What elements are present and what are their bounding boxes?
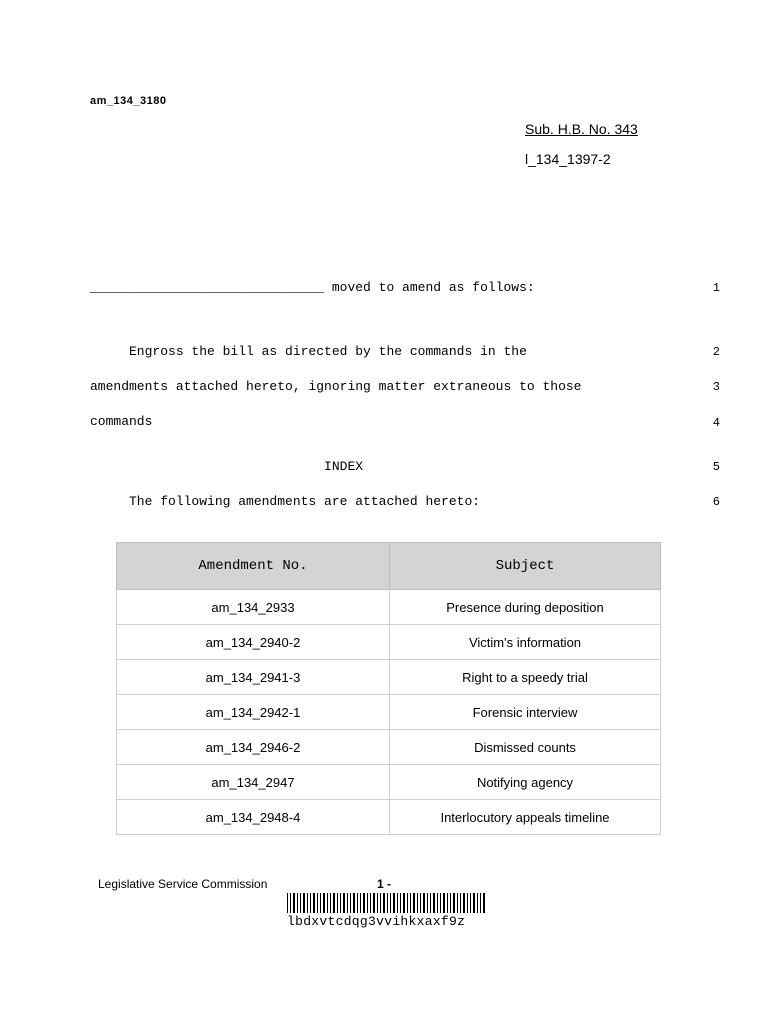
amendment-number: am_134_2940-2 (117, 625, 390, 660)
table-row (117, 590, 661, 625)
footer-commission: Legislative Service Commission (98, 877, 268, 891)
body-line-6: The following amendments are attached hereto: (90, 494, 481, 509)
amendment-subject: Forensic interview (390, 695, 661, 730)
barcode-icon (287, 893, 485, 913)
line-number-3: 3 (712, 380, 720, 394)
document-id: am_134_3180 (90, 95, 167, 107)
amendment-subject: Dismissed counts (390, 730, 661, 765)
table-row (117, 765, 661, 800)
line-number-4: 4 (712, 416, 720, 430)
table-row (117, 800, 661, 835)
table-row (117, 695, 661, 730)
amendment-number: am_134_2946-2 (117, 730, 390, 765)
column-header-amendment: Amendment No. (117, 543, 390, 590)
amendment-subject: Victim's information (390, 625, 661, 660)
body-line-1: ______________________________ moved to amend as follows: (90, 280, 535, 295)
amendment-subject: Interlocutory appeals timeline (390, 800, 661, 835)
amendment-subject: Presence during deposition (390, 590, 661, 625)
body-line-4: commands (90, 414, 153, 429)
bill-version: l_134_1397-2 (525, 151, 611, 167)
body-line-3: amendments attached hereto, ignoring matter extraneous to those (90, 379, 582, 394)
amendment-subject: Notifying agency (390, 765, 661, 800)
table-header-row (117, 543, 661, 590)
amendment-subject: Right to a speedy trial (390, 660, 661, 695)
barcode-text: lbdxvtcdqg3vvihkxaxf9z (287, 914, 466, 929)
table-row (117, 625, 661, 660)
table-row (117, 730, 661, 765)
line-number-2: 2 (712, 345, 720, 359)
column-header-subject: Subject (390, 543, 661, 590)
line-number-6: 6 (712, 495, 720, 509)
body-line-2: Engross the bill as directed by the commands in the (90, 344, 527, 359)
amendment-number: am_134_2941-3 (117, 660, 390, 695)
table-row (117, 660, 661, 695)
line-number-5: 5 (712, 460, 720, 474)
amendment-number: am_134_2947 (117, 765, 390, 800)
amendment-number: am_134_2942-1 (117, 695, 390, 730)
index-heading: INDEX (90, 459, 364, 474)
amendments-table (116, 542, 661, 835)
amendment-number: am_134_2948-4 (117, 800, 390, 835)
page-number: 1 - (377, 877, 392, 891)
bill-number: Sub. H.B. No. 343 (525, 121, 638, 137)
amendment-number: am_134_2933 (117, 590, 390, 625)
line-number-1: 1 (712, 281, 720, 295)
